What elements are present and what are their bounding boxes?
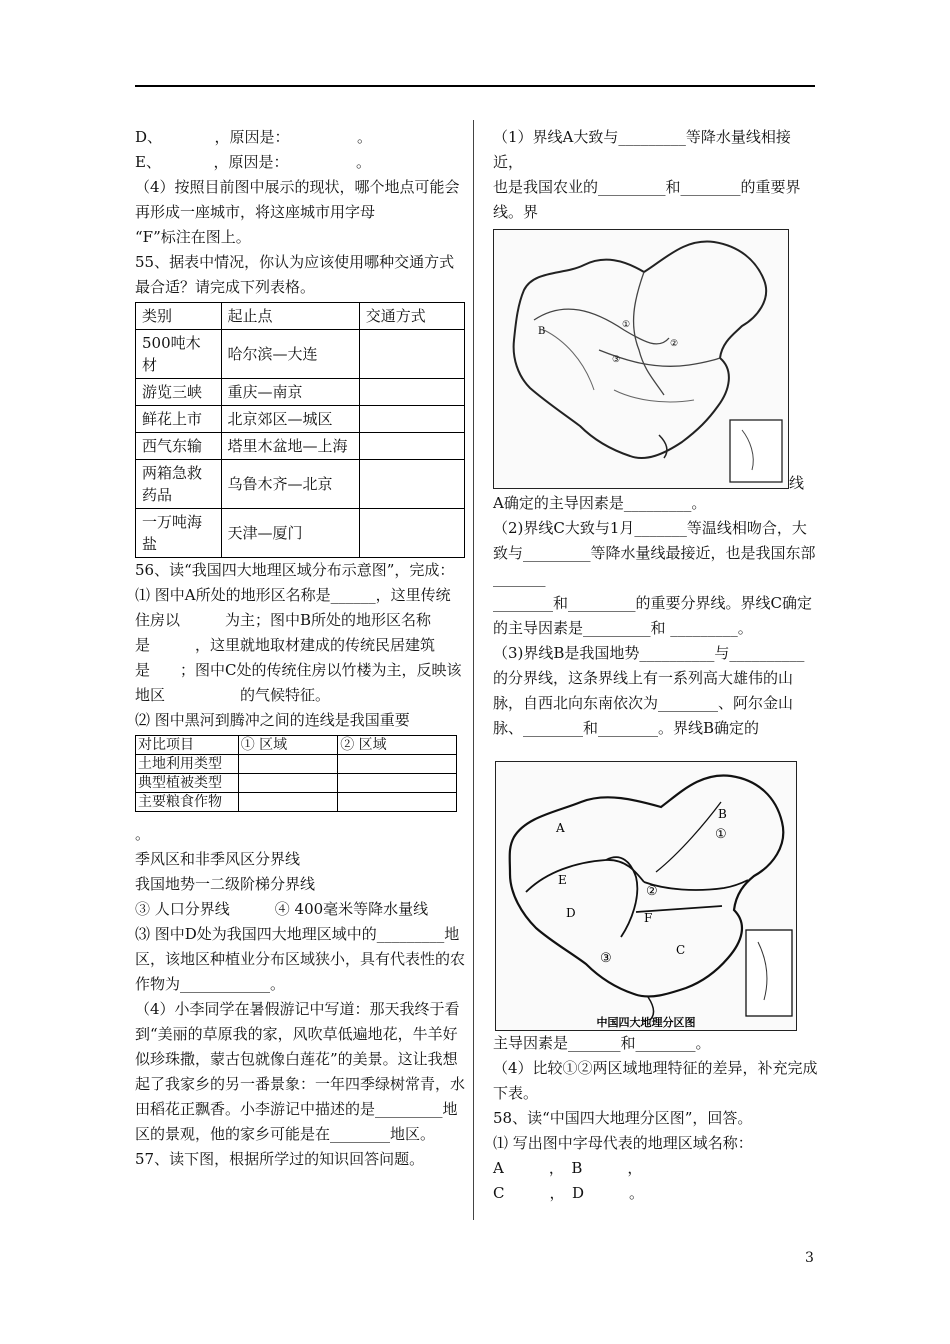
header-rule [135,85,815,87]
map2-label: B [718,807,727,821]
text-paragraph: ⑶ 图中D处为我国四大地理区域中的_________地区，该地区种植业分布区域狭小，具有代表性的农作物为____________。 [135,925,466,993]
page-number: 3 [805,1250,814,1266]
table-row [136,406,465,433]
map2-caption: 中国四大地理分区图 [596,1016,696,1029]
option-line: ③ 人口分界线 ④ 400毫米等降水量线 [135,900,429,918]
text-line: （4）按照目前图中展示的现状，哪个地点可能会再形成一座城市，将这座城市用字母 [135,178,460,221]
table-cell: 鲜花上市 [136,406,222,433]
table-cell: 天津—厦门 [221,509,359,558]
table-header: ① 区域 [238,736,338,755]
text-line: ⑴ 写出图中字母代表的地理区域名称： [493,1134,753,1152]
table-row [136,755,457,774]
answer-line: C ， D 。 [493,1184,645,1202]
table-header: ② 区域 [338,736,457,755]
text-line: 主导因素是_______和________。 [493,1034,711,1052]
table-row [136,433,465,460]
table-cell-answer[interactable] [338,774,457,793]
table-cell: 游览三峡 [136,379,222,406]
question-56: 56、读“我国四大地理区域分布示意图”，完成： [135,561,455,579]
table-cell-answer[interactable] [359,433,464,460]
table-header: 类别 [136,303,222,330]
table-header-row [136,736,457,755]
table-cell-answer[interactable] [359,379,464,406]
option-line: 季风区和非季风区分界线 [135,850,301,868]
text-line: D、 ，原因是： 。 [135,128,373,146]
map1-label: B [538,326,546,337]
table-cell: 哈尔滨—大连 [221,330,359,379]
column-divider [473,120,474,1220]
transport-table [135,302,465,558]
table-cell-answer[interactable] [338,793,457,812]
text-paragraph: ________和_________的重要分界线。界线C确定的主导因素是_________和 _________。 [493,594,812,637]
left-column [135,125,465,1172]
question-58: 58、读“中国四大地理分区图”，回答。 [493,1109,753,1127]
table-cell-answer[interactable] [238,793,338,812]
option-line: 我国地势一二级阶梯分界线 [135,875,316,893]
table-cell: 一万吨海盐 [136,509,222,558]
map2-label: ② [646,884,658,899]
table-cell-answer[interactable] [359,460,464,509]
table-cell: 北京郊区—城区 [221,406,359,433]
map1-wrapper [493,229,818,491]
table-row [136,793,457,812]
table-cell: 塔里木盆地—上海 [221,433,359,460]
table-row [136,330,465,379]
text-line: “F”标注在图上。 [135,228,251,246]
map1-label: ③ [612,355,621,365]
map1-label: ① [622,320,631,330]
map2-label: F [644,911,653,925]
text-paragraph: （4）比较①②两区域地理特征的差异，补充完成下表。 [493,1059,818,1102]
region-compare-table [135,735,457,812]
table-row [136,774,457,793]
table-cell-answer[interactable] [359,406,464,433]
text-line: 也是我国农业的_________和________的重要界线。界 [493,178,801,221]
text-paragraph: （2)界线C大致与1月_______等温线相吻合，大致与_________等降水量线最接近，也是我国东部_______ [493,519,816,587]
map2-label: A [556,821,565,835]
table-cell-answer[interactable] [359,509,464,558]
text-line: E、 ，原因是： 。 [135,153,371,171]
question-55: 55、据表中情况，你认为应该使用哪种交通方式最合适？请完成下列表格。 [135,253,455,296]
table-cell: 两箱急救药品 [136,460,222,509]
china-boundary-map [493,229,789,489]
table-cell: 主要粮食作物 [136,793,239,812]
map2-wrapper [493,761,818,1031]
table-row [136,460,465,509]
text-line: 。 [135,825,151,843]
table-row [136,509,465,558]
table-cell: 西气东输 [136,433,222,460]
map1-suffix: 线 [789,474,805,492]
map2-label: ③ [600,951,612,966]
map2-label: D [566,906,576,920]
map2-label: E [558,873,567,887]
table-header: 起止点 [221,303,359,330]
answer-line: A ， B ， [493,1159,643,1177]
table-cell-answer[interactable] [238,755,338,774]
map2-label: ① [715,827,727,842]
table-cell: 500吨木材 [136,330,222,379]
table-header-row [136,303,465,330]
text-paragraph: ⑴ 图中A所处的地形区名称是______，这里传统住房以 为主；图中B所处的地形区名称是 ，这里就地取材建成的传统民居建筑是 ；图中C处的传统住房以竹楼为主，反映该地区 的气候特征。 [135,586,462,704]
table-cell-answer[interactable] [338,755,457,774]
text-paragraph: （3)界线B是我国地势__________与__________的分界线，这条界线上有一系列高大雄伟的山脉，自西北向东南依次为________、阿尔金山脉、________和________。界线B确定的 [493,644,805,737]
table-cell: 乌鲁木齐—北京 [221,460,359,509]
text-line: A确定的主导因素是_________。 [493,494,707,512]
table-cell-answer[interactable] [359,330,464,379]
question-57: 57、读下图，根据所学过的知识回答问题。 [135,1150,425,1168]
table-cell: 典型植被类型 [136,774,239,793]
text-paragraph: （4）小李同学在暑假游记中写道：那天我终于看到“美丽的草原我的家，风吹草低遍地花，牛羊好似珍珠撒，蒙古包就像白莲花”的美景。这让我想起了我家乡的另一番景象：一年四季绿树常青，水田稻花正飘香。小李游记中描述的是_________地区的景观，他的家乡可能是在________地区。 [135,1000,466,1143]
table-header: 交通方式 [359,303,464,330]
text-line: ⑵ 图中黑河到腾冲之间的连线是我国重要 [135,711,410,729]
table-cell: 重庆—南京 [221,379,359,406]
right-column [493,125,818,1206]
table-cell: 土地利用类型 [136,755,239,774]
table-header: 对比项目 [136,736,239,755]
map2-label: C [676,943,686,957]
table-cell-answer[interactable] [238,774,338,793]
text-line: （1）界线A大致与_________等降水量线相接近， [493,128,791,171]
map1-label: ② [670,339,679,349]
china-regions-map [495,761,797,1031]
table-row [136,379,465,406]
